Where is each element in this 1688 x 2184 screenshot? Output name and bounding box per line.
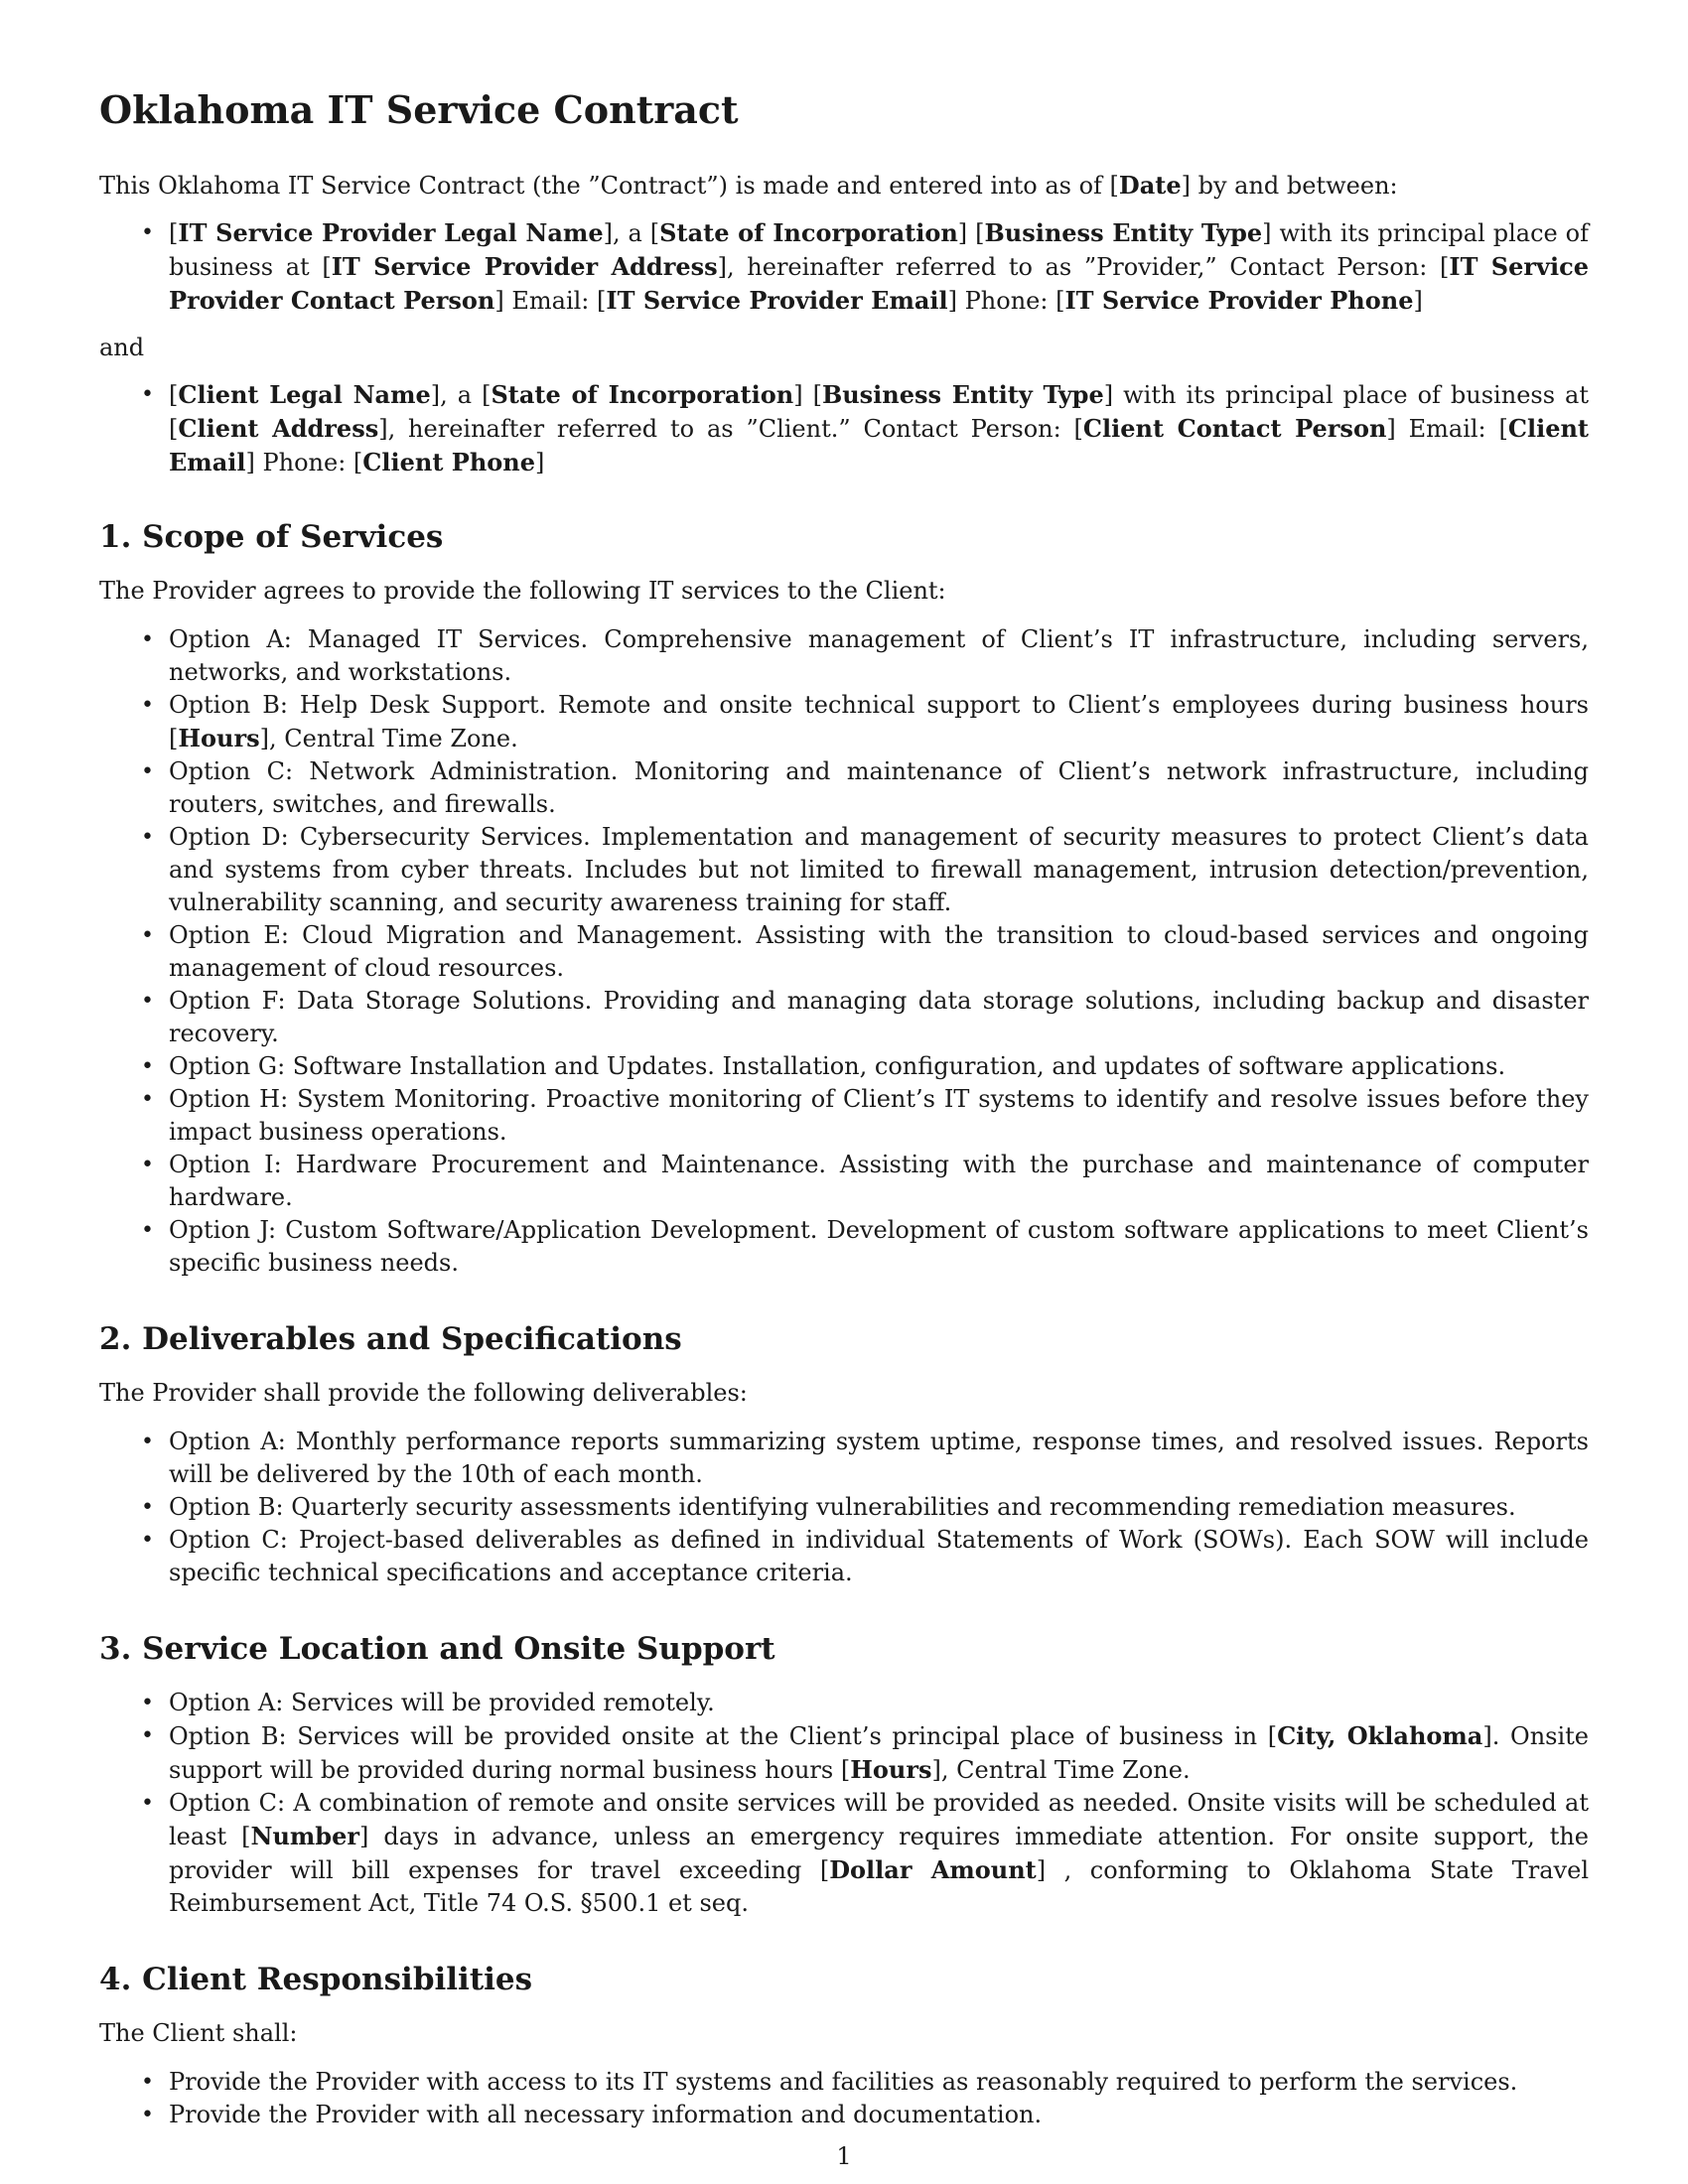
intro-text: This Oklahoma IT Service Contract (the ”Contract”) is made and entered into as of [: [99, 172, 1119, 200]
party-text: ] Phone: [: [245, 449, 363, 477]
bullet-icon: •: [141, 627, 154, 652]
list-item-text: ] days in advance, unless an emergency requires immediate attention. For onsite support, the provider will bill expenses for travel exceeding [: [169, 1823, 1590, 1884]
party-text: ] Email: [: [1386, 415, 1508, 443]
list-item-text: Option B: Help Desk Support. Remote and onsite technical support to Client’s employees during business hours [: [169, 691, 1589, 752]
list-item: [99, 985, 1589, 1050]
section-intro: The Provider shall provide the following deliverables:: [99, 1379, 748, 1407]
party-text: ] Email: [: [494, 287, 607, 315]
section-heading-scope: 1. Scope of Services: [99, 519, 444, 555]
bullet-icon: •: [141, 759, 154, 784]
list-item-text: ] , conforming to Oklahoma State Travel Reimbursement Act, Title 74 O.S. §500.1 et seq.: [169, 1856, 1589, 1917]
bullet-icon: •: [141, 923, 154, 948]
bullet-icon: •: [141, 1495, 154, 1520]
placeholder-field: IT Service Provider Address: [331, 252, 718, 281]
intro-paragraph: [99, 169, 1589, 203]
placeholder-field: Number: [250, 1822, 359, 1850]
list-item: [99, 1719, 1589, 1787]
bullet-icon: •: [141, 1691, 154, 1715]
bullet-icon: •: [141, 1723, 154, 1748]
list-item-text: Option H: System Monitoring. Proactive monitoring of Client’s IT systems to identify and resolve issues before they impact business operations.: [169, 1085, 1589, 1146]
list-item-text: Option C: Network Administration. Monitoring and maintenance of Client’s network infrastructure, including routers, switches, and firewalls.: [169, 757, 1589, 818]
section-heading-deliverables: 2. Deliverables and Specifications: [99, 1321, 682, 1357]
bullet-icon: •: [141, 220, 154, 245]
list-item: [99, 1524, 1589, 1589]
bullet-icon: •: [141, 1430, 154, 1454]
date-placeholder: Date: [1118, 171, 1182, 200]
party-text: [: [169, 219, 179, 247]
placeholder-field: Client Address: [178, 414, 379, 443]
party-text: ], hereinafter referred to as ”Provider,” Contact Person: [: [717, 253, 1450, 281]
placeholder-field: Hours: [178, 724, 260, 752]
bullet-icon: •: [141, 1153, 154, 1177]
placeholder-field: Business Entity Type: [984, 218, 1263, 247]
placeholder-field: Client Phone: [362, 448, 535, 477]
bullet-icon: •: [141, 2070, 154, 2095]
list-item: [99, 623, 1589, 689]
list-item-text: Option E: Cloud Migration and Management. Assisting with the transition to cloud-based services and ongoing management of cloud resources.: [169, 921, 1589, 982]
list-item-text: Option C: A combination of remote and onsite services will be provided as needed. Onsite visits will be scheduled at least [: [169, 1789, 1589, 1850]
party-text: ], a [: [603, 219, 660, 247]
placeholder-field: IT Service Provider Email: [606, 286, 948, 315]
placeholder-field: Hours: [850, 1755, 932, 1784]
list-item-text: Option D: Cybersecurity Services. Implementation and management of security measures to protect Client’s data and systems from cyber threats. Includes but not limited to firewall management, intrusion detection/prevention, vulnerability scanning, and security awareness training for staff.: [169, 823, 1589, 916]
list-item: [99, 1491, 1589, 1524]
list-item-text: Option B: Services will be provided onsite at the Client’s principal place of business in [: [169, 1722, 1278, 1750]
party-text: ] with its principal place of business at [: [169, 219, 1589, 281]
bullet-icon: •: [141, 1791, 154, 1816]
provider-party-list: [99, 216, 1589, 318]
list-item-text: ], Central Time Zone.: [259, 725, 518, 752]
client-party-item: [99, 378, 1589, 479]
party-text: ] Phone: [: [947, 287, 1065, 315]
list-item-text: Provide the Provider with all necessary information and documentation.: [169, 2101, 1043, 2128]
list-item-text: Option C: Project-based deliverables as defined in individual Statements of Work (SOWs). Each SOW will include specific technical specifications and acceptance criteria.: [169, 1526, 1589, 1586]
section-heading-service-location: 3. Service Location and Onsite Support: [99, 1631, 775, 1667]
placeholder-field: Business Entity Type: [821, 380, 1104, 409]
list-item: [99, 1050, 1589, 1083]
list-item: [99, 1687, 1589, 1719]
scope-options-list: [99, 623, 1589, 1280]
list-item: [99, 1083, 1589, 1149]
list-item-text: Option A: Monthly performance reports summarizing system uptime, response times, and resolved issues. Reports will be delivered by the 10th of each month.: [169, 1428, 1589, 1488]
placeholder-field: Client Legal Name: [178, 380, 431, 409]
list-item-text: Option G: Software Installation and Updates. Installation, configuration, and updates of software applications.: [169, 1052, 1506, 1080]
party-text: ], hereinafter referred to as ”Client.” Contact Person: [: [378, 415, 1083, 443]
placeholder-field: Client Contact Person: [1082, 414, 1387, 443]
document-page: [99, 87, 1589, 2131]
list-item: [99, 689, 1589, 755]
party-text: ] [: [957, 219, 985, 247]
list-item: [99, 1426, 1589, 1491]
bullet-icon: •: [141, 989, 154, 1014]
section-heading-client-responsibilities: 4. Client Responsibilities: [99, 1962, 533, 1997]
list-item-text: Option F: Data Storage Solutions. Providing and managing data storage solutions, including backup and disaster recovery.: [169, 987, 1589, 1047]
service-location-list: [99, 1687, 1589, 1920]
list-item: [99, 2066, 1589, 2099]
list-item: [99, 755, 1589, 821]
list-item-text: ], Central Time Zone.: [931, 1756, 1191, 1784]
list-item: [99, 1787, 1589, 1920]
party-text: ]: [1413, 287, 1423, 315]
placeholder-field: IT Service Provider Legal Name: [178, 218, 604, 247]
placeholder-field: City, Oklahoma: [1277, 1721, 1483, 1750]
party-text: ] with its principal place of business at [: [169, 381, 1589, 443]
client-responsibilities-list: [99, 2066, 1589, 2131]
list-item-text: Option J: Custom Software/Application Development. Development of custom software applications to meet Client’s specific business needs.: [169, 1216, 1589, 1277]
client-party-list: [99, 378, 1589, 479]
list-item: [99, 919, 1589, 985]
party-text: ]: [535, 449, 545, 477]
list-item: [99, 821, 1589, 919]
intro-text: ] by and between:: [1181, 172, 1398, 200]
list-item-text: Option B: Quarterly security assessments identifying vulnerabilities and recommending remediation measures.: [169, 1493, 1516, 1521]
party-text: ], a [: [430, 381, 492, 409]
list-item: [99, 2099, 1589, 2131]
provider-party-item: [99, 216, 1589, 318]
placeholder-field: State of Incorporation: [659, 218, 958, 247]
page-number: 1: [836, 2142, 852, 2170]
placeholder-field: State of Incorporation: [491, 380, 794, 409]
placeholder-field: Dollar Amount: [829, 1855, 1037, 1884]
party-text: [: [169, 381, 179, 409]
bullet-icon: •: [141, 1087, 154, 1112]
list-item-text: Option A: Managed IT Services. Comprehensive management of Client’s IT infrastructure, including servers, networks, and workstations.: [169, 625, 1589, 686]
bullet-icon: •: [141, 2103, 154, 2127]
list-item-text: Option I: Hardware Procurement and Maintenance. Assisting with the purchase and maintenance of computer hardware.: [169, 1151, 1589, 1211]
bullet-icon: •: [141, 825, 154, 850]
placeholder-field: IT Service Provider Phone: [1064, 286, 1414, 315]
section-intro: The Client shall:: [99, 2019, 298, 2047]
bullet-icon: •: [141, 1528, 154, 1553]
list-item-text: Option A: Services will be provided remotely.: [169, 1689, 715, 1716]
bullet-icon: •: [141, 382, 154, 407]
list-item-text: ]. Onsite support will be provided during normal business hours [: [169, 1722, 1589, 1784]
bullet-icon: •: [141, 1054, 154, 1079]
list-item-text: Provide the Provider with access to its IT systems and facilities as reasonably required to perform the services.: [169, 2068, 1518, 2096]
party-text: ] [: [793, 381, 822, 409]
document-title: Oklahoma IT Service Contract: [99, 87, 739, 132]
placeholder-field: IT Service Provider Contact Person: [169, 252, 1589, 315]
bullet-icon: •: [141, 1218, 154, 1243]
section-intro: The Provider agrees to provide the following IT services to the Client:: [99, 577, 946, 605]
list-item: [99, 1149, 1589, 1214]
and-connector: and: [99, 334, 145, 361]
deliverables-list: [99, 1426, 1589, 1589]
list-item: [99, 1214, 1589, 1280]
placeholder-field: Client Email: [169, 414, 1589, 477]
bullet-icon: •: [141, 693, 154, 718]
